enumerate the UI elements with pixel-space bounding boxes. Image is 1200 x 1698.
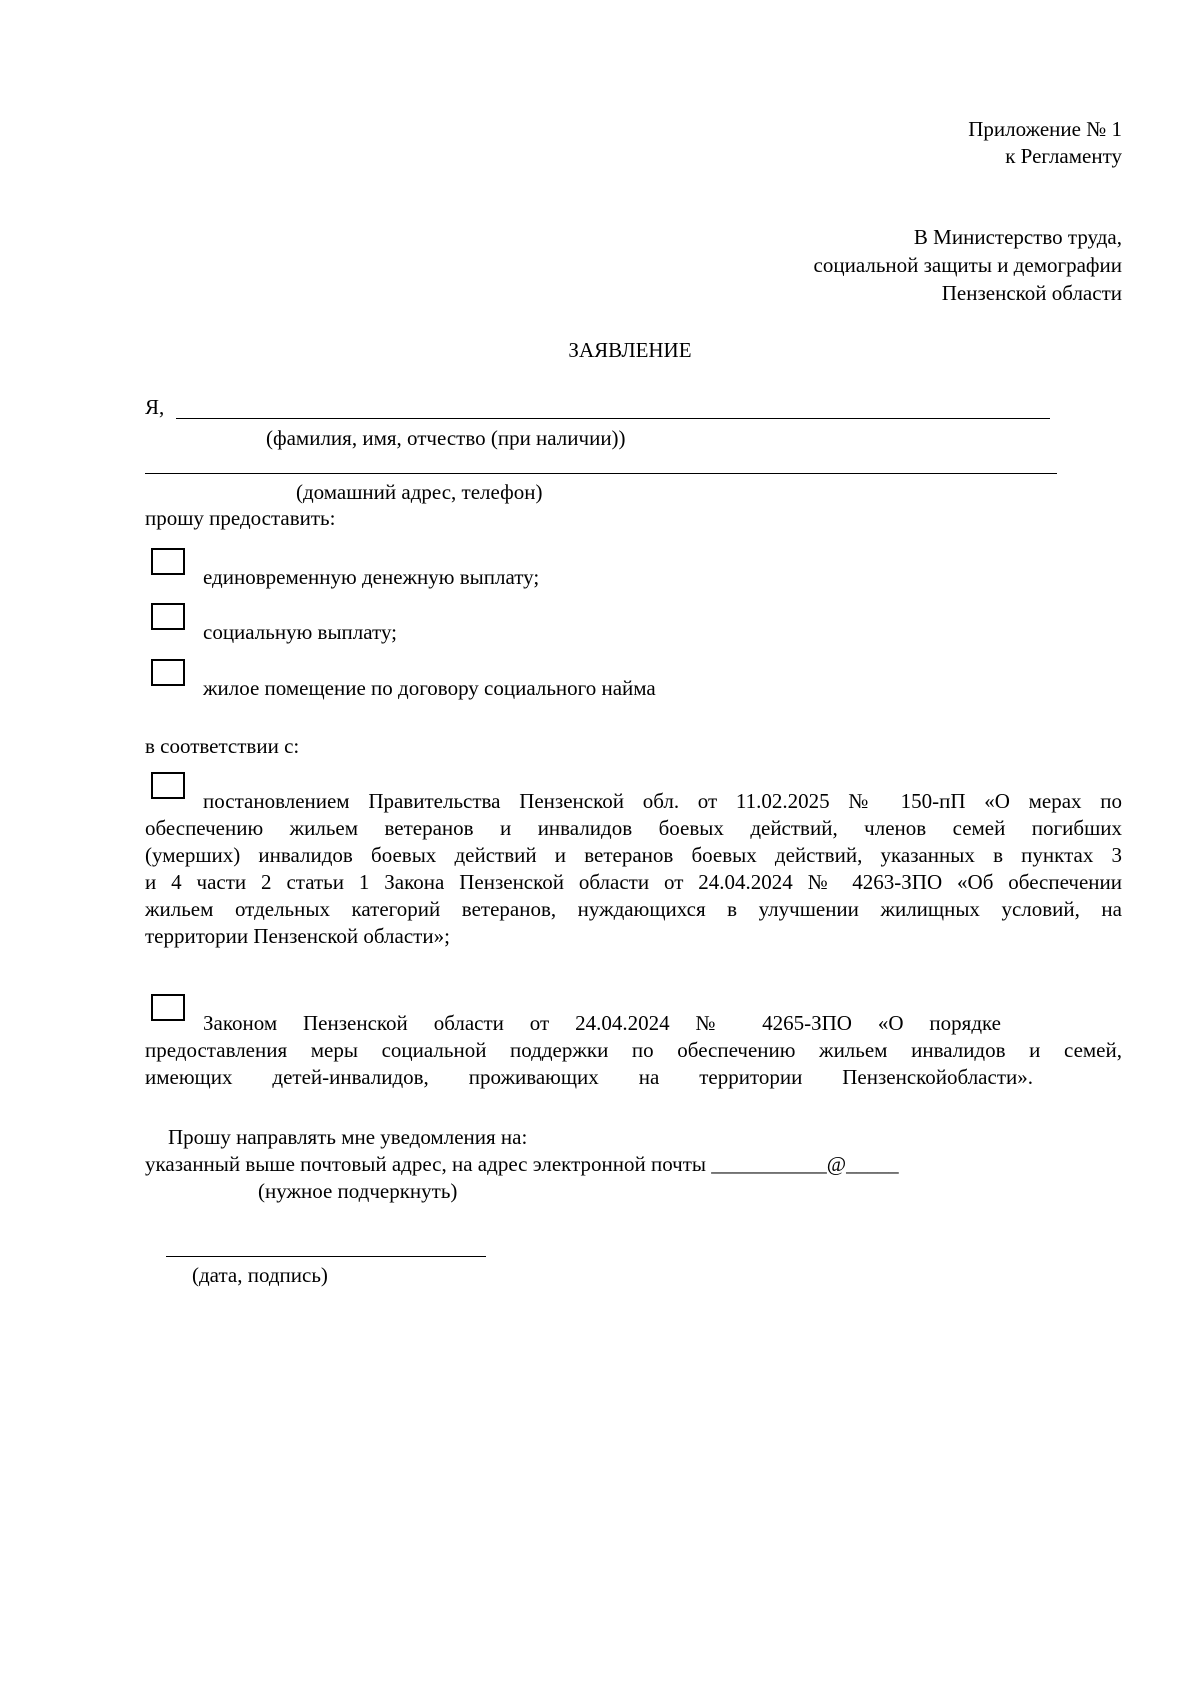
- name-caption: (фамилия, имя, отчество (при наличии)): [266, 426, 626, 450]
- address-caption: (домашний адрес, телефон): [296, 480, 543, 504]
- option-checkbox-one-time-payment[interactable]: [151, 548, 185, 575]
- address-field-line[interactable]: [145, 473, 1057, 474]
- basis-text-law: [145, 1010, 1122, 1091]
- basis-1-line-6: территории Пензенской области»;: [145, 924, 450, 948]
- addressee-line-1: В Министерство труда,: [913, 225, 1122, 249]
- basis-1-line-1: постановлением Правительства Пензенской обл. от 11.02.2025 № 150-пП «О мерах по: [203, 789, 1122, 813]
- basis-2-line-2: предоставления меры социальной поддержки по обеспечению жильем инвалидов и семей,: [145, 1038, 1122, 1062]
- appendix-line-1: Приложение № 1: [968, 117, 1122, 141]
- notification-caption: (нужное подчеркнуть): [258, 1179, 458, 1203]
- notification-line-1: Прошу направлять мне уведомления на:: [168, 1125, 528, 1149]
- option-label-social-payment: социальную выплату;: [203, 620, 398, 644]
- name-field-line[interactable]: [176, 418, 1050, 419]
- signature-caption: (дата, подпись): [192, 1263, 328, 1287]
- applicant-prefix: Я,: [145, 395, 165, 419]
- document-title: ЗАЯВЛЕНИЕ: [568, 338, 692, 362]
- basis-1-line-3: (умерших) инвалидов боевых действий и ветеранов боевых действий, указанных в пунктах 3: [145, 843, 1122, 867]
- basis-1-line-4: и 4 части 2 статьи 1 Закона Пензенской области от 24.04.2024 № 4263-ЗПО «Об обеспечении: [145, 870, 1122, 894]
- notification-line-2: указанный выше почтовый адрес, на адрес электронной почты ___________@_____: [145, 1152, 899, 1176]
- addressee-line-2: социальной защиты и демографии: [813, 253, 1122, 277]
- option-checkbox-social-payment[interactable]: [151, 603, 185, 630]
- basis-2-line-3: имеющих детей-инвалидов, проживающих на территории Пензенскойобласти».: [145, 1065, 1033, 1089]
- option-label-one-time-payment: единовременную денежную выплату;: [203, 565, 540, 589]
- request-text: прошу предоставить:: [145, 506, 336, 530]
- basis-1-line-2: обеспечению жильем ветеранов и инвалидов боевых действий, членов семей погибших: [145, 816, 1122, 840]
- appendix-line-2: к Регламенту: [1005, 144, 1122, 168]
- basis-2-line-1: Законом Пензенской области от 24.04.2024 № 4265-ЗПО «О порядке: [203, 1011, 1001, 1035]
- basis-1-line-5: жильем отдельных категорий ветеранов, нуждающихся в улучшении жилищных условий, на: [145, 897, 1122, 921]
- addressee-line-3: Пензенской области: [941, 281, 1122, 305]
- signature-field-line[interactable]: [166, 1256, 486, 1257]
- option-label-housing: жилое помещение по договору социального найма: [203, 676, 656, 700]
- option-checkbox-housing[interactable]: [151, 659, 185, 686]
- basis-intro: в соответствии с:: [145, 734, 300, 758]
- basis-text-resolution: [145, 788, 1122, 950]
